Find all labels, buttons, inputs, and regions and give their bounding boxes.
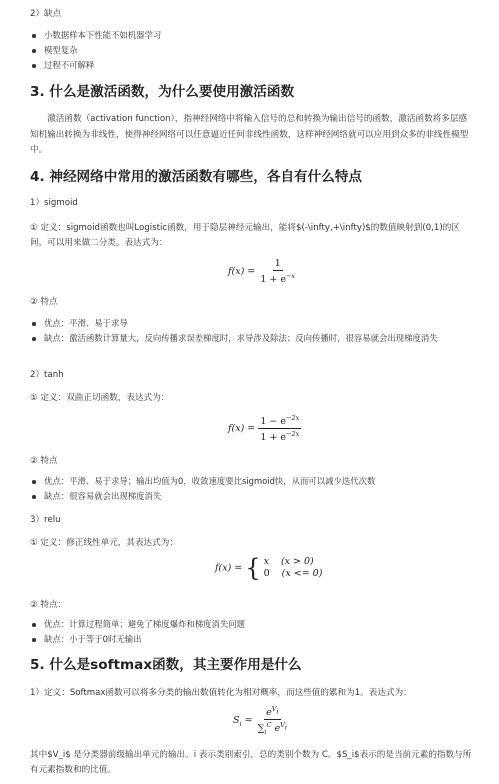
list-item: 小数据样本下性能不如机器学习	[30, 28, 470, 43]
sigmoid-features	[30, 316, 470, 346]
list-item: 缺点：小于等于0时无输出	[30, 632, 470, 647]
list-item: 过程不可解释	[30, 58, 470, 73]
list-item: 缺点：激活函数计算量大，反向传播求误差梯度时，求导涉及除法；反向传播时，很容易就会出现梯度消失	[30, 331, 470, 346]
activation-paragraph: 激活函数（activation function），指神经网络中将输入信号的总和转换为输出信号的函数，激活函数将多层感知机输出转换为非线性，使得神经网络可以任意逼近任何非线性函数，这样神经网络就可以应用到众多的非线性模型中。	[30, 114, 469, 155]
formula-numerator: 1	[274, 258, 281, 269]
formula-lhs: f(x) =	[228, 423, 256, 435]
formula-denominator: $1 + e^{-2x}$	[260, 430, 300, 444]
relu-definition: ① 定义：修正线性单元，其表达式为：	[30, 538, 178, 548]
formula-numerator: $1 - e^{-2x}$	[260, 414, 300, 428]
tanh-features	[30, 474, 470, 504]
sigmoid-label: 1）sigmoid	[30, 198, 78, 208]
list-item: 优点：计算过程简单；避免了梯度爆炸和梯度消失问题	[30, 617, 470, 632]
relu-label: 3）relu	[30, 515, 61, 525]
formula-cases: { x (x > 0) 0 (x <= 0)	[245, 554, 323, 582]
formula-fraction	[256, 705, 289, 736]
list-item: 缺点：很容易就会出现梯度消失	[30, 489, 470, 504]
sigmoid-feature-label: ② 特点	[30, 297, 58, 307]
sigmoid-definition: ① 定义：sigmoid函数也叫Logistic函数，用于隐层神经元输出，能将$(-\infty,+\infty)$的数值映射到(0,1)的区间，可以用来做二分类。表达式为：	[30, 223, 460, 248]
tanh-definition: ① 定义：双曲正切函数，表达式为：	[30, 393, 170, 403]
brace-glyph: {	[245, 554, 261, 582]
formula-fraction	[258, 414, 301, 443]
tanh-feature-label: ② 特点	[30, 456, 58, 466]
cons-list	[30, 28, 470, 73]
formula-denominator: $1 + e^{-x}$	[260, 272, 296, 286]
sigmoid-formula	[228, 258, 297, 285]
softmax-note: 其中$V_i$ 是分类器前级输出单元的输出。i 表示类别索引，总的类别个数为 C。$S_i$表示的是当前元素的指数与所有元素指数和的比值。	[30, 750, 472, 775]
relu-features	[30, 617, 470, 647]
section-2-label: 2）缺点	[30, 9, 62, 19]
formula-lhs: f(x) =	[228, 266, 256, 278]
formula-fraction	[258, 258, 297, 285]
list-item: 优点：平滑、易于求导；输出均值为0，收敛速度要比sigmoid快，从而可以减少迭代次数	[30, 474, 470, 489]
relu-feature-label: ② 特点：	[30, 600, 67, 610]
formula-numerator: $e^{V_i}$	[266, 705, 279, 719]
tanh-formula	[228, 414, 301, 443]
list-item: 模型复杂	[30, 43, 470, 58]
heading-4: 4. 神经网络中常用的激活函数有哪些，各自有什么特点	[30, 169, 363, 185]
tanh-label: 2）tanh	[30, 370, 64, 380]
heading-3: 3. 什么是激活函数，为什么要使用激活函数	[30, 84, 295, 100]
formula-denominator: $\sum_i^C$ $e^{V_i}$	[257, 721, 287, 737]
heading-5: 5. 什么是softmax函数，其主要作用是什么	[30, 657, 302, 673]
formula-lhs: $S_i$ =	[233, 715, 253, 728]
softmax-definition: 1）定义：Softmax函数可以将多分类的输出数值转化为相对概率，而这些值的累和为1。表达式为：	[30, 688, 412, 698]
list-item: 优点：平滑、易于求导	[30, 316, 470, 331]
softmax-formula	[233, 705, 289, 736]
relu-formula	[215, 556, 322, 580]
formula-lhs: f(x) =	[215, 562, 243, 574]
